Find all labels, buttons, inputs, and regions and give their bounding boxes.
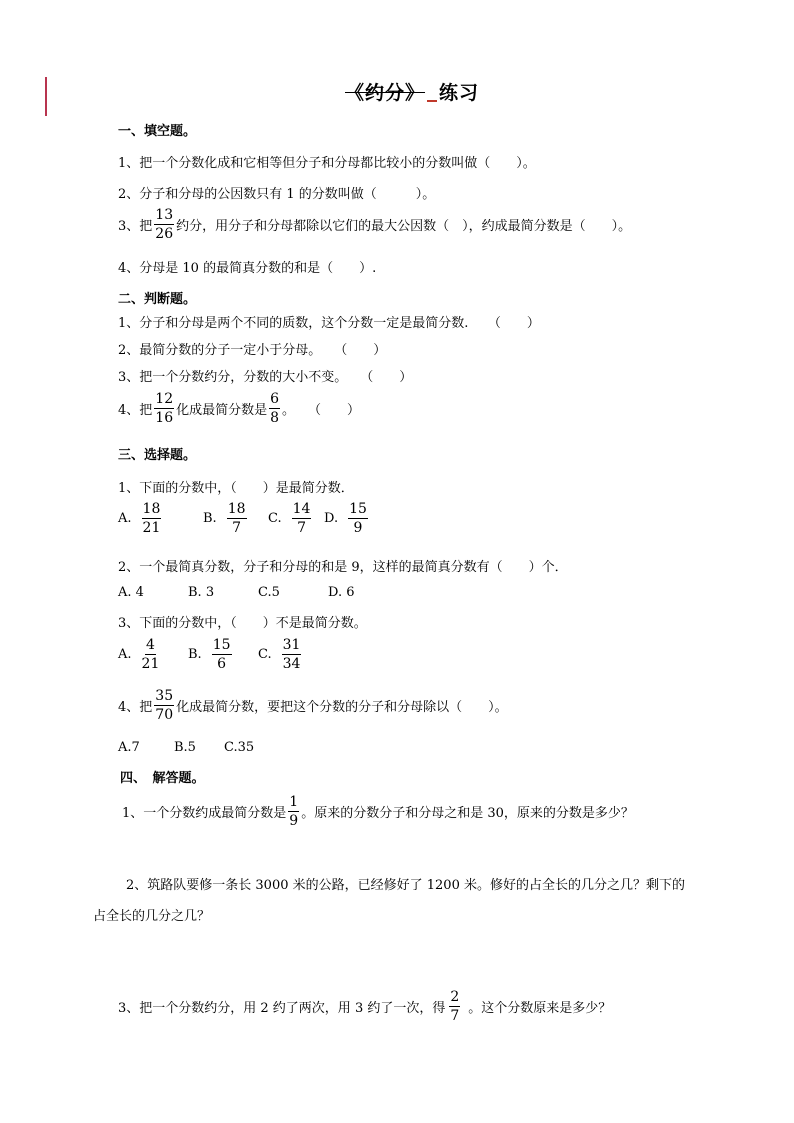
fraction-6-8: $\frac{6}{8}$ bbox=[270, 391, 280, 426]
s4-question-2-line-2: 占全长的几分之几？ bbox=[93, 909, 211, 924]
s1-q3-pre: 3、把 bbox=[118, 219, 153, 234]
s1-question-2: 2、分子和分母的公因数只有 1 的分数叫做（ ）。 bbox=[118, 187, 436, 202]
option-label: D. bbox=[324, 511, 339, 526]
s3-question-4 bbox=[118, 689, 508, 722]
s1-question-1: 1、把一个分数化成和它相等但分子和分母都比较小的分数叫做（ ）。 bbox=[118, 156, 536, 171]
option-b[interactable] bbox=[203, 502, 268, 535]
section-4-heading: 四、 解答题。 bbox=[120, 771, 205, 786]
fraction-1-9: $\frac{1}{9}$ bbox=[289, 794, 299, 829]
option-fraction: $\frac{15}{6}$ bbox=[212, 637, 231, 672]
option-d[interactable] bbox=[324, 502, 370, 535]
s2-question-2: 2、最简分数的分子一定小于分母。 （ ） bbox=[118, 343, 387, 358]
fraction-35-70: $\frac{35}{70}$ bbox=[155, 688, 174, 723]
s4-question-3 bbox=[118, 990, 611, 1023]
page-title bbox=[345, 78, 479, 105]
s4-q1-pre: 1、一个分数约成最简分数是 bbox=[122, 806, 287, 821]
s3-question-2: 2、一个最简真分数，分子和分母的和是 9，这样的最简真分数有（ ）个． bbox=[118, 560, 568, 575]
option-c[interactable]: C.35 bbox=[224, 740, 255, 755]
option-label: A. bbox=[118, 511, 132, 526]
option-b[interactable]: B. 3 bbox=[188, 585, 215, 600]
option-fraction: $\frac{18}{21}$ bbox=[142, 501, 161, 536]
option-fraction: $\frac{31}{34}$ bbox=[282, 637, 301, 672]
fraction-13-26: $\frac{13}{26}$ bbox=[155, 207, 174, 242]
option-label: C. bbox=[268, 511, 282, 526]
s2-question-4 bbox=[118, 392, 360, 425]
s2-q4-post: 。 （ ） bbox=[282, 403, 361, 418]
option-b[interactable] bbox=[188, 638, 258, 671]
s3-q1-options bbox=[118, 502, 370, 535]
option-fraction: $\frac{4}{21}$ bbox=[141, 637, 160, 672]
fraction-12-16: $\frac{12}{16}$ bbox=[155, 391, 174, 426]
option-fraction: $\frac{18}{7}$ bbox=[227, 501, 246, 536]
option-c[interactable] bbox=[258, 638, 303, 671]
section-1-heading: 一、填空题。 bbox=[118, 124, 197, 139]
s2-question-1: 1、分子和分母是两个不同的质数，这个分数一定是最简分数. （ ） bbox=[118, 316, 540, 331]
s3-q4-pre: 4、把 bbox=[118, 700, 153, 715]
s4-question-1 bbox=[122, 795, 634, 828]
option-fraction: $\frac{14}{7}$ bbox=[292, 501, 311, 536]
option-a[interactable]: A.7 bbox=[118, 740, 140, 755]
s4-question-2-line-1: 2、筑路队要修一条长 3000 米的公路，已经修好了 1200 米。修好的占全长的几分之几？剩下的 bbox=[126, 878, 685, 893]
s3-question-3: 3、下面的分数中，（ ）不是最简分数。 bbox=[118, 616, 367, 631]
s3-q4-options bbox=[118, 740, 254, 755]
margin-marker bbox=[45, 77, 47, 116]
option-label: C. bbox=[258, 647, 272, 662]
s2-q4-pre: 4、把 bbox=[118, 403, 153, 418]
option-fraction: $\frac{15}{9}$ bbox=[349, 501, 367, 536]
s2-q4-mid: 化成最简分数是 bbox=[176, 403, 268, 418]
option-label: B. bbox=[203, 511, 217, 526]
option-c[interactable] bbox=[268, 502, 324, 535]
section-3-heading: 三、选择题。 bbox=[118, 448, 197, 463]
option-label: B. bbox=[188, 647, 202, 662]
s2-question-3: 3、把一个分数约分，分数的大小不变。 （ ） bbox=[118, 370, 413, 385]
title-underscore bbox=[427, 100, 437, 102]
option-a[interactable] bbox=[118, 638, 188, 671]
option-b[interactable]: B.5 bbox=[174, 740, 196, 755]
s3-question-1: 1、下面的分数中，（ ）是最简分数． bbox=[118, 481, 354, 496]
s1-question-4: 4、分母是 10 的最简真分数的和是（ ）. bbox=[118, 261, 377, 276]
option-d[interactable]: D. 6 bbox=[328, 585, 355, 600]
option-a[interactable]: A. 4 bbox=[118, 585, 144, 600]
option-c[interactable]: C.5 bbox=[258, 585, 280, 600]
s4-q1-post: 。原来的分数分子和分母之和是 30，原来的分数是多少？ bbox=[301, 806, 634, 821]
s1-q3-post: 约分，用分子和分母都除以它们的最大公因数（ ），约成最简分数是（ ）。 bbox=[176, 219, 632, 234]
option-a[interactable] bbox=[118, 502, 203, 535]
section-2-heading: 二、判断题。 bbox=[118, 292, 197, 307]
s1-question-3 bbox=[118, 208, 631, 241]
fraction-2-7: $\frac{2}{7}$ bbox=[450, 989, 460, 1024]
s4-q3-pre: 3、把一个分数约分，用 2 约了两次，用 3 约了一次，得 bbox=[118, 1001, 446, 1016]
s3-q4-post: 化成最简分数，要把这个分数的分子和分母除以（ ）。 bbox=[176, 700, 508, 715]
title-marked: 《约分》 bbox=[345, 82, 426, 104]
s4-q3-post: 。这个分数原来是多少？ bbox=[468, 1001, 612, 1016]
title-rest: 练习 bbox=[439, 82, 480, 104]
option-label: A. bbox=[118, 647, 132, 662]
s3-q2-options bbox=[118, 585, 355, 600]
s3-q3-options bbox=[118, 638, 303, 671]
